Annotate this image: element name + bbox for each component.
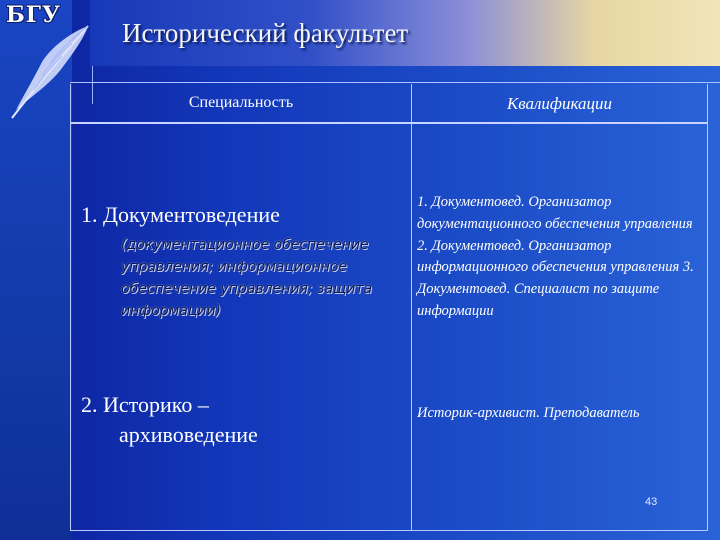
header-rule bbox=[71, 122, 707, 124]
divider-horizontal bbox=[70, 82, 720, 83]
specialties-table bbox=[70, 84, 708, 531]
column-divider bbox=[411, 84, 412, 530]
specialty-1-description: (документационное обеспечение управления; информационное обеспечение управления; защита информации) bbox=[121, 237, 373, 319]
header-specialty: Специальность bbox=[188, 94, 294, 111]
specialty-2-name bbox=[81, 390, 401, 450]
specialty-2-line2: архивоведение bbox=[119, 422, 258, 447]
specialty-1-name: 1. Документоведение bbox=[81, 202, 280, 227]
logo-text: БГУ bbox=[6, 2, 61, 28]
page-number: 43 bbox=[645, 496, 658, 508]
specialty-2-line1: 2. Историко – bbox=[81, 392, 209, 417]
slide-title: Исторический факультет bbox=[122, 18, 409, 48]
qualification-1-list: 1. Документовед. Организатор документационного обеспечения управления 2. Документовед. Организатор информационного обеспечения управления 3. Документовед. Специалист по защите информации bbox=[417, 194, 694, 319]
header-qualification: Квалификации bbox=[506, 94, 613, 113]
qualification-2-list: Историк-архивист. Преподаватель bbox=[417, 405, 640, 421]
